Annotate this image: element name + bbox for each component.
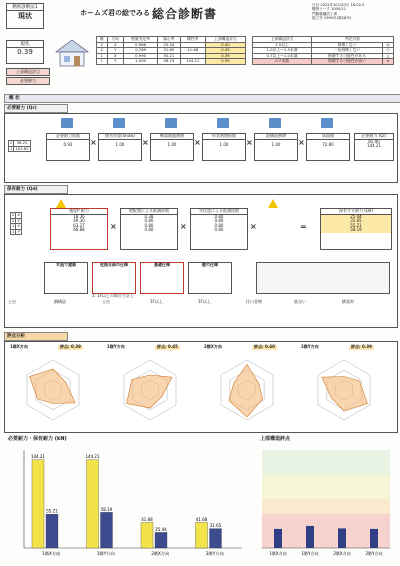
required-step-label: 形状割増係数	[203, 134, 245, 140]
top-score-table	[96, 36, 246, 65]
cell: ◎	[383, 42, 394, 48]
holding-result-value: 31.65	[321, 219, 391, 224]
cell: 0.7未満	[253, 59, 312, 65]
multiply-symbol: ×	[180, 222, 187, 231]
table-header: 剛性率	[180, 37, 205, 43]
cell: 倒壊しない	[312, 42, 383, 48]
bar	[101, 512, 113, 548]
bar	[46, 514, 58, 548]
radar-score: 評点: 0.45	[157, 344, 178, 349]
score-band	[262, 499, 390, 514]
required-step-value: 1.00	[167, 141, 177, 147]
table-header: 方向	[107, 37, 123, 43]
check-box	[188, 262, 232, 294]
meta-line: 施工年 1994年(築28年)	[312, 16, 352, 21]
analysis-section-title: 評点分析	[4, 332, 68, 341]
meta-line: 門脇築舗設工事	[312, 11, 338, 16]
table-header: 上部構造評点	[253, 37, 312, 43]
cell: 144.21	[180, 59, 205, 65]
radar-title: 2階Y方向	[301, 344, 319, 349]
cell: 2	[97, 48, 108, 54]
table-header: 偏心率	[158, 37, 180, 43]
bar	[141, 522, 153, 548]
strength-label: 強度P 耐力	[51, 209, 107, 215]
floor-table	[8, 140, 31, 152]
holding-result-box	[320, 208, 392, 250]
cell: 倒壊する可能性がある	[312, 53, 383, 59]
cell: 1	[97, 59, 108, 65]
table-row	[97, 59, 246, 65]
check-title: 基礎仕様	[154, 262, 170, 267]
table-row	[11, 229, 22, 235]
cell: 55.21	[158, 53, 180, 59]
joint-label: 土台	[102, 299, 110, 304]
required-step-label: 床面積	[307, 134, 349, 140]
mini-section-item: 必要耐力	[6, 77, 50, 85]
joint-label: 1F以上	[198, 299, 211, 304]
deterioration-value: 0.80	[214, 227, 224, 233]
multiply-symbol: ×	[142, 138, 149, 147]
bar	[196, 522, 208, 548]
required-result-2: 144.21	[367, 143, 381, 149]
page-title: 総合診断書	[152, 7, 218, 21]
mini-sections	[6, 68, 50, 84]
bar	[87, 460, 99, 548]
holding-result-value: 55.21	[321, 224, 391, 229]
strength-value: 49.30	[73, 218, 85, 224]
cell: X	[107, 42, 123, 48]
required-result-1: 81.90	[368, 138, 380, 144]
house-illustration	[52, 36, 92, 70]
cell: 1	[97, 53, 108, 59]
building-icon	[321, 118, 333, 128]
building-icon	[165, 118, 177, 128]
score-band	[262, 475, 390, 500]
radar-shape	[229, 365, 263, 418]
bar-value-label: 25.44	[155, 526, 167, 532]
table-header: 壁量充足率	[124, 37, 158, 43]
cell: 41.68	[180, 48, 205, 54]
required-step-value: 1.00	[271, 141, 281, 147]
check-title: 木造で建築	[56, 262, 76, 267]
required-step-label: 軟弱地盤割増	[151, 134, 193, 140]
mini-section-item: 上部構造評点	[6, 68, 50, 76]
radar-chart	[202, 352, 292, 428]
score-chart-title: 上部構造評点	[260, 436, 291, 442]
status-section-band: 概 状	[4, 94, 400, 103]
joint-table	[256, 262, 390, 294]
required-step-label: 混構造割増	[255, 134, 297, 140]
required-section-title: 必要耐力 (Qr)	[4, 104, 68, 113]
bar	[155, 532, 167, 548]
check-box	[140, 262, 184, 294]
required-result-label: 必要耐力 (Qr)	[355, 134, 393, 140]
bar-value-label: 144.21	[85, 454, 100, 460]
radar-chart	[105, 352, 195, 428]
multiply-symbol: ×	[250, 222, 257, 231]
joint-label: 土台	[8, 299, 16, 304]
bar	[338, 528, 346, 548]
bar	[370, 529, 378, 548]
cell: 1	[10, 145, 13, 151]
radar-title: 1階X方向	[10, 344, 28, 349]
joint-label: 仕口金物	[246, 299, 262, 304]
multiply-symbol: ×	[194, 138, 201, 147]
cell: 38.25	[14, 141, 30, 147]
required-step-box	[150, 133, 194, 161]
score-box	[6, 40, 44, 64]
cell: Y	[17, 217, 20, 223]
cell: △	[383, 53, 394, 59]
cell: 0.40	[205, 42, 245, 48]
joint-label: 1F以上	[150, 299, 163, 304]
cell: 一応倒壊しない	[312, 48, 383, 54]
check-title: 柱接合部の仕様	[100, 262, 128, 267]
holding-result-value: 25.44	[321, 215, 391, 220]
x-tick-label: 2階X方向	[151, 551, 170, 556]
required-result-box	[354, 133, 394, 161]
header-meta	[312, 3, 398, 21]
bar-value-label: 41.68	[195, 516, 208, 522]
radar-title: 2階X方向	[204, 344, 222, 349]
layout-factor-value: 0.80	[144, 227, 154, 233]
radar-score: 評点: 0.40	[254, 344, 275, 349]
cell: 2	[12, 217, 15, 223]
bar-chart-title: 必要耐力・保有耐力 (kN)	[8, 436, 67, 442]
holding-result-value: 58.19	[321, 228, 391, 233]
check-box	[92, 262, 136, 294]
table-row	[9, 146, 31, 152]
cell: Y	[17, 228, 20, 234]
required-step-box	[98, 133, 142, 161]
required-step-value: 1.00	[115, 141, 125, 147]
layout-factor-box	[120, 208, 178, 250]
building-icon	[217, 118, 229, 128]
table-header: 階	[97, 37, 108, 43]
multiply-symbol: ×	[246, 138, 253, 147]
joint-label: 横架材	[342, 299, 354, 304]
deterioration-value: 0.80	[214, 213, 224, 219]
x-tick-label: 2階Y方向	[205, 551, 224, 556]
cell: ×	[383, 59, 394, 65]
strength-value: 18.36	[73, 213, 85, 219]
bar	[274, 529, 282, 548]
meta-line: 日付 2022年10月20日 16:02:2	[312, 3, 365, 7]
cell: Y	[107, 59, 123, 65]
multiply-symbol: ×	[110, 222, 117, 231]
deterioration-value: 0.80	[214, 218, 224, 224]
layout-factor-value: 0.80	[144, 222, 154, 228]
cell: 1	[12, 228, 15, 234]
x-tick-label: 1階Y方向	[96, 551, 115, 556]
cell: 0.990	[124, 53, 158, 59]
multiply-symbol: ×	[298, 138, 305, 147]
radar-shape	[322, 377, 368, 412]
x-tick-label: 2階Y方向	[365, 551, 383, 556]
multiply-symbol: ×	[90, 138, 97, 147]
cell: 1.5以上	[253, 42, 312, 48]
judge-table	[252, 36, 394, 65]
table-header: 判定内容	[312, 37, 394, 43]
bar-value-label: 58.19	[100, 506, 113, 512]
strength-value: 66.88	[73, 227, 85, 233]
strength-value: 63.27	[73, 222, 85, 228]
check-title: 壁の仕様	[202, 262, 218, 267]
cell: 1.0以上～1.5未満	[253, 48, 312, 54]
bar-value-label: 31.65	[209, 523, 222, 529]
strength-box	[50, 208, 108, 250]
radar-chart	[299, 352, 389, 428]
note-text: 1: 1F以上の場合で計上	[92, 293, 135, 298]
meta-line: 聴物ワーク 1000/11	[312, 7, 347, 12]
radar-shape	[30, 369, 76, 404]
bar-chart	[6, 444, 246, 562]
cell: 31.65	[158, 48, 180, 54]
bar	[32, 460, 44, 548]
deterioration-box	[190, 208, 248, 250]
header-tag	[6, 3, 44, 29]
required-step-box	[202, 133, 246, 161]
cell: 倒壊する可能性が高い	[312, 59, 383, 65]
warning-icon	[268, 199, 278, 208]
radar-shape	[127, 375, 173, 408]
required-step-box	[46, 133, 90, 161]
warning-icon	[56, 199, 66, 208]
table-row	[253, 59, 394, 65]
score-label: 現状	[7, 41, 43, 48]
deterioration-value: 0.80	[214, 222, 224, 228]
radar-chart	[8, 352, 98, 428]
cell: 0.45	[205, 48, 245, 54]
cell: Y	[107, 48, 123, 54]
cell: 1	[12, 223, 15, 229]
required-step-value: 1.00	[219, 141, 229, 147]
bar-value-label: 41.68	[141, 516, 153, 522]
bar	[306, 526, 314, 548]
required-step-label: 必要耐力係数	[47, 134, 89, 140]
layout-factor-value: 0.80	[144, 218, 154, 224]
radar-score: 評点: 0.39	[351, 344, 372, 349]
x-tick-label: 1階X方向	[269, 551, 287, 556]
x-tick-label: 1階X方向	[42, 551, 61, 556]
x-tick-label: 2階X方向	[333, 551, 351, 556]
cell: 0.39	[205, 53, 245, 59]
bar-value-label: 144.21	[31, 454, 45, 460]
joint-label: 鋼構造	[54, 299, 66, 304]
radar-score: 評点: 0.39	[60, 344, 81, 349]
building-icon	[113, 118, 125, 128]
holding-result-label: 保有する耐力 (Qd)	[321, 209, 391, 215]
score-chart	[256, 444, 394, 562]
check-box	[44, 262, 88, 294]
required-step-value: 0.92	[63, 141, 73, 147]
holding-section-title: 保有耐力 (Qd)	[4, 185, 68, 194]
required-step-label: 積雪荷重(Snow)	[99, 134, 141, 140]
radar-title: 1階Y方向	[107, 344, 125, 349]
cell: 102.62	[15, 145, 29, 151]
page-subtitle: ホームズ君の絵でみる	[80, 9, 150, 17]
required-step-box	[306, 133, 350, 161]
header-tag-bottom: 現状	[18, 12, 32, 20]
joint-illustrations	[6, 300, 394, 324]
layout-factor-value: 0.38	[144, 213, 154, 219]
score-value: 0.39	[17, 48, 33, 56]
building-icon	[61, 118, 73, 128]
layout-factor-label: 壁配置による低減係数	[121, 209, 177, 215]
cell: 0.7以上～1.0未満	[253, 53, 312, 59]
cell: 25.44	[158, 42, 180, 48]
header-tag-top: 精密診断法1	[7, 4, 43, 11]
cell: 58.19	[158, 59, 180, 65]
cell: X	[17, 212, 21, 217]
cell: 0.39	[205, 59, 245, 65]
bar	[210, 529, 222, 548]
table-header: 上部構造評点	[205, 37, 245, 43]
deterioration-label: 劣化度による低減係数	[191, 209, 247, 215]
score-band	[262, 450, 390, 475]
required-step-box	[254, 133, 298, 161]
cell: X	[17, 223, 21, 229]
cell: X	[107, 53, 123, 59]
holding-dir-table	[10, 212, 22, 235]
equals-symbol: =	[300, 222, 307, 231]
required-step-value: 72.80	[322, 141, 334, 147]
joint-label: 筋交い	[294, 299, 306, 304]
cell: ○	[383, 48, 394, 54]
cell: 2	[97, 42, 108, 48]
x-tick-label: 1階Y方向	[301, 551, 319, 556]
cell: 0.966	[124, 42, 158, 48]
cell: 0.769	[124, 48, 158, 54]
building-icon	[269, 118, 281, 128]
cell: 2	[10, 140, 13, 145]
cell: 1.000	[124, 59, 158, 65]
bar-value-label: 55.21	[46, 508, 58, 514]
cell: 2	[12, 212, 15, 217]
